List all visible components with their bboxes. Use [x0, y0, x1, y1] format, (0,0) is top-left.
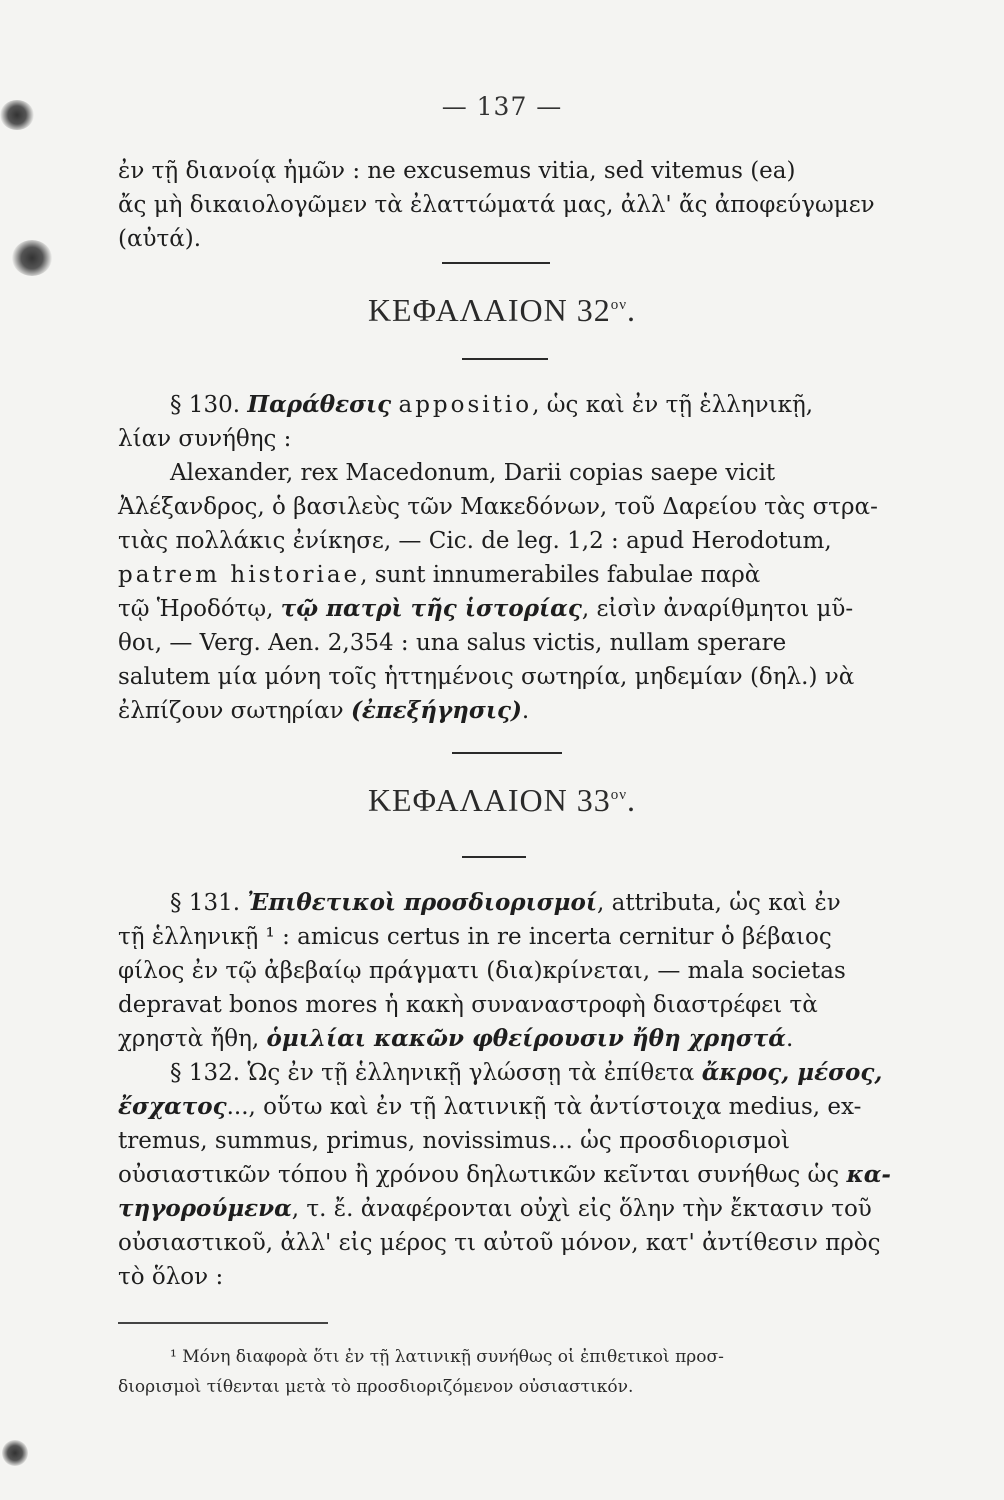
text-line: τῇ ἑλληνικῇ ¹ : amicus certus in re incerta cernitur ὁ βέβαιος — [118, 924, 832, 950]
text-run: , εἰσὶν ἀναρίθμητοι μῦ- — [581, 596, 854, 622]
divider-rule — [452, 752, 562, 754]
text-run: patrem historiae — [118, 562, 361, 588]
bold-text: κα- — [846, 1161, 891, 1188]
text-line — [118, 558, 878, 592]
text-line — [118, 694, 878, 728]
text-run: . — [521, 698, 530, 724]
text-run: ..., οὕτω καὶ ἐν τῇ λατινικῇ τὰ ἀντίστοιχα medius, ex- — [226, 1094, 862, 1120]
bold-text: τηγορούμενα — [118, 1195, 292, 1222]
text-run: ἐλπίζουν σωτηρίαν — [118, 698, 351, 724]
page-number: — 137 — — [441, 92, 563, 121]
text-line: λίαν συνήθης : — [118, 426, 292, 452]
text-line — [118, 388, 878, 422]
chapter-end: . — [627, 292, 637, 328]
section-132 — [118, 1056, 891, 1294]
text-line: Alexander, rex Macedonum, Darii copias saepe vicit — [170, 460, 776, 486]
footnote — [118, 1342, 878, 1402]
smudge-mark — [2, 1440, 28, 1466]
text-line — [118, 1158, 891, 1192]
text-run: τῷ Ἡροδότῳ, — [118, 596, 281, 622]
section-130 — [118, 388, 878, 728]
chapter-suffix: ον — [610, 787, 628, 803]
text-line: salutem μία μόνη τοῖς ἡττημένοις σωτηρία, μηδεμίαν (δηλ.) νὰ — [118, 664, 855, 690]
chapter-suffix: ον — [610, 297, 628, 313]
smudge-mark — [12, 240, 52, 276]
text-run: § 131. — [170, 890, 248, 916]
text-line: Ἀλέξανδρος, ὁ βασιλεὺς τῶν Μακεδόνων, τοῦ Δαρείου τὰς στρα- — [118, 494, 878, 520]
text-line: ἄς μὴ δικαιολογῶμεν τὰ ἐλαττώματά μας, ἀλλ' ἄς ἀποφεύγωμεν — [118, 192, 875, 218]
divider-rule — [462, 856, 526, 858]
bold-text: Ἐπιθετικοὶ προσδιορισμοί — [247, 889, 597, 916]
text-run: , ὡς καὶ ἐν τῇ ἑλληνικῇ, — [532, 392, 814, 418]
chapter-title: ΚΕΦΑΛΑΙΟΝ 33 — [367, 782, 611, 818]
text-line — [118, 1090, 878, 1124]
text-line — [118, 1022, 878, 1056]
text-run: , attributa, ὡς καὶ ἐν — [596, 890, 841, 916]
text-run: , sunt innumerabiles fabulae παρὰ — [360, 562, 761, 588]
text-line: τὸ ὅλον : — [118, 1264, 224, 1290]
chapter-heading-33 — [0, 782, 1004, 819]
text-line — [118, 592, 878, 626]
text-run: , τ. ἔ. ἀναφέρονται οὐχὶ εἰς ὅλην τὴν ἔκτασιν τοῦ — [291, 1196, 872, 1222]
text-run: . — [785, 1026, 794, 1052]
latin-term: appositio — [398, 392, 533, 418]
bold-text: τῷ πατρὶ τῆς ἱστορίας — [280, 595, 582, 622]
bold-text: ἔσχατος — [118, 1093, 227, 1120]
divider-rule — [442, 262, 550, 264]
footnote-line: ¹ Μόνη διαφορὰ ὅτι ἐν τῇ λατινικῇ συνήθως οἱ ἐπιθετικοὶ προσ- — [170, 1347, 724, 1367]
divider-rule — [462, 358, 548, 360]
section-131 — [118, 886, 878, 1056]
text-line: φίλος ἐν τῷ ἀβεβαίῳ πράγματι (δια)κρίνεται, — mala societas — [118, 958, 846, 984]
footnote-line: διορισμοὶ τίθενται μετὰ τὸ προσδιοριζόμενον οὐσιαστικόν. — [118, 1377, 634, 1397]
text-line: (αὐτά). — [118, 226, 202, 252]
text-run: χρηστὰ ἤθη, — [118, 1026, 267, 1052]
bold-text: ὁμιλίαι κακῶν φθείρουσιν ἤθη χρηστά — [266, 1025, 786, 1052]
bold-text: (ἐπεξήγησις) — [350, 697, 522, 724]
text-run: οὐσιαστικῶν τόπου ἢ χρόνου δηλωτικῶν κεῖνται συνήθως ὡς — [118, 1162, 847, 1188]
chapter-end: . — [627, 782, 637, 818]
text-line: depravat bonos mores ἡ κακὴ συναναστροφὴ διαστρέφει τὰ — [118, 992, 818, 1018]
chapter-title: ΚΕΦΑΛΑΙΟΝ 32 — [367, 292, 611, 328]
section-number: § 130. — [170, 392, 241, 418]
text-line: ἐν τῇ διανοίᾳ ἡμῶν : ne excusemus vitia, sed vitemus (ea) — [118, 158, 796, 184]
text-line: τιὰς πολλάκις ἐνίκησε, — Cic. de leg. 1,2 : apud Herodotum, — [118, 528, 832, 554]
text-run: § 132. Ὡς ἐν τῇ ἑλληνικῇ γλώσσῃ τὰ ἐπίθετα — [170, 1060, 702, 1086]
text-line: tremus, summus, primus, novissimus... ὡς προσδιορισμοὶ — [118, 1128, 791, 1154]
text-line — [118, 886, 878, 920]
text-line: οὐσιαστικοῦ, ἀλλ' εἰς μέρος τι αὐτοῦ μόνον, κατ' ἀντίθεσιν πρὸς — [118, 1230, 881, 1256]
chapter-heading-32 — [0, 292, 1004, 329]
text-line — [118, 1056, 883, 1090]
bold-text: ἄκρος, μέσος, — [701, 1059, 883, 1086]
section-term: Παράθεσις — [247, 391, 392, 418]
text-line: θοι, — Verg. Aen. 2,354 : una salus victis, nullam sperare — [118, 630, 787, 656]
text-line — [118, 1192, 878, 1226]
footnote-rule — [118, 1322, 328, 1324]
intro-paragraph — [118, 154, 878, 256]
